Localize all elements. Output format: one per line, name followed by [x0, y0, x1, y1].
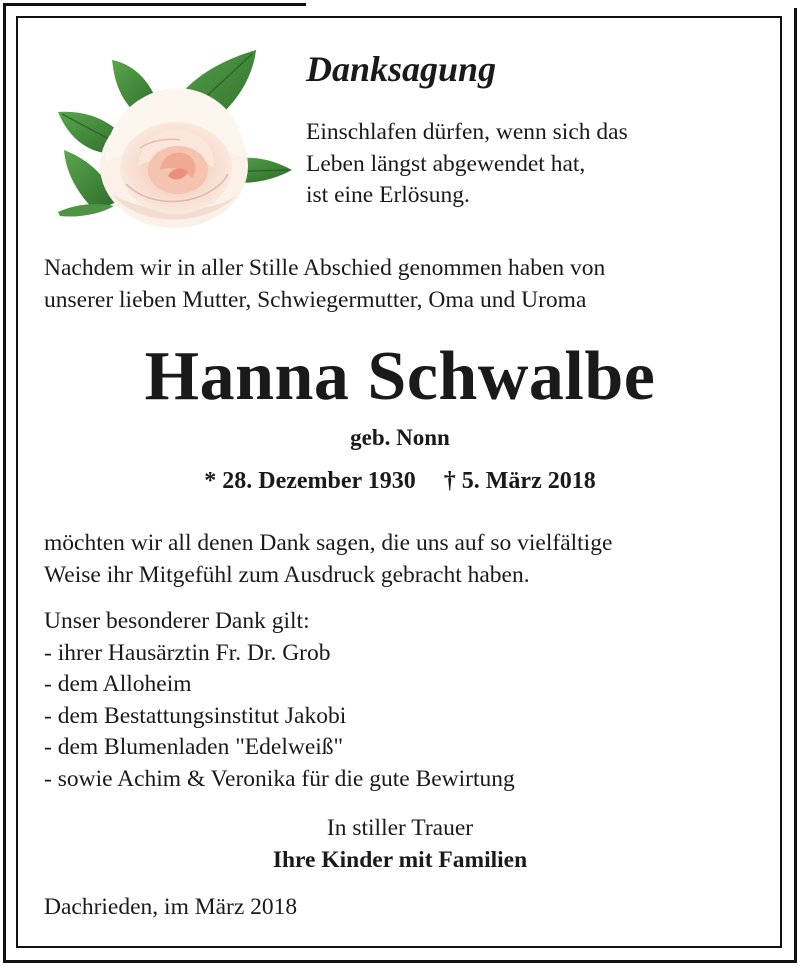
poem-line: Leben längst abgewendet hat, — [306, 150, 586, 177]
thanks-text — [44, 528, 612, 591]
intro-line: Nachdem wir in aller Stille Abschied genommen haben von — [44, 255, 606, 281]
list-item: - dem Bestattungsinstitut Jakobi — [44, 702, 347, 729]
poem-line: Einschlafen dürfen, wenn sich das — [306, 119, 628, 145]
birth-date: * 28. Dezember 1930 — [204, 468, 416, 494]
list-item: - ihrer Hausärztin Fr. Dr. Grob — [44, 639, 331, 666]
thanks-line: Weise ihr Mitgefühl zum Ausdruck gebracht haben. — [44, 561, 530, 588]
heading-danksagung: Danksagung — [306, 49, 497, 89]
special-thanks-heading: Unser besonderer Dank gilt: — [44, 608, 310, 634]
intro-text — [44, 253, 605, 316]
life-dates — [0, 465, 800, 497]
list-item: - sowie Achim & Veronika für die gute Bewirtung — [44, 765, 515, 792]
place-date: Dachrieden, im März 2018 — [44, 894, 298, 920]
death-date: † 5. März 2018 — [443, 468, 596, 494]
intro-line: unserer lieben Mutter, Schwiegermutter, Oma und Uroma — [44, 286, 587, 313]
border-gap — [306, 0, 800, 8]
list-item: - dem Alloheim — [44, 671, 192, 697]
rose-icon — [56, 44, 294, 232]
list-item: - dem Blumenladen "Edelweiß" — [44, 734, 344, 760]
thanks-line: möchten wir all denen Dank sagen, die uns auf so vielfältige — [44, 530, 613, 556]
poem-line: ist eine Erlösung. — [306, 182, 470, 208]
birth-name: geb. Nonn — [350, 425, 450, 450]
special-thanks-list — [44, 606, 515, 795]
mourning-line: In stiller Trauer — [326, 815, 474, 841]
mourners-line: Ihre Kinder mit Familien — [272, 847, 528, 873]
deceased-name: Hanna Schwalbe — [144, 338, 656, 415]
poem — [306, 117, 628, 212]
